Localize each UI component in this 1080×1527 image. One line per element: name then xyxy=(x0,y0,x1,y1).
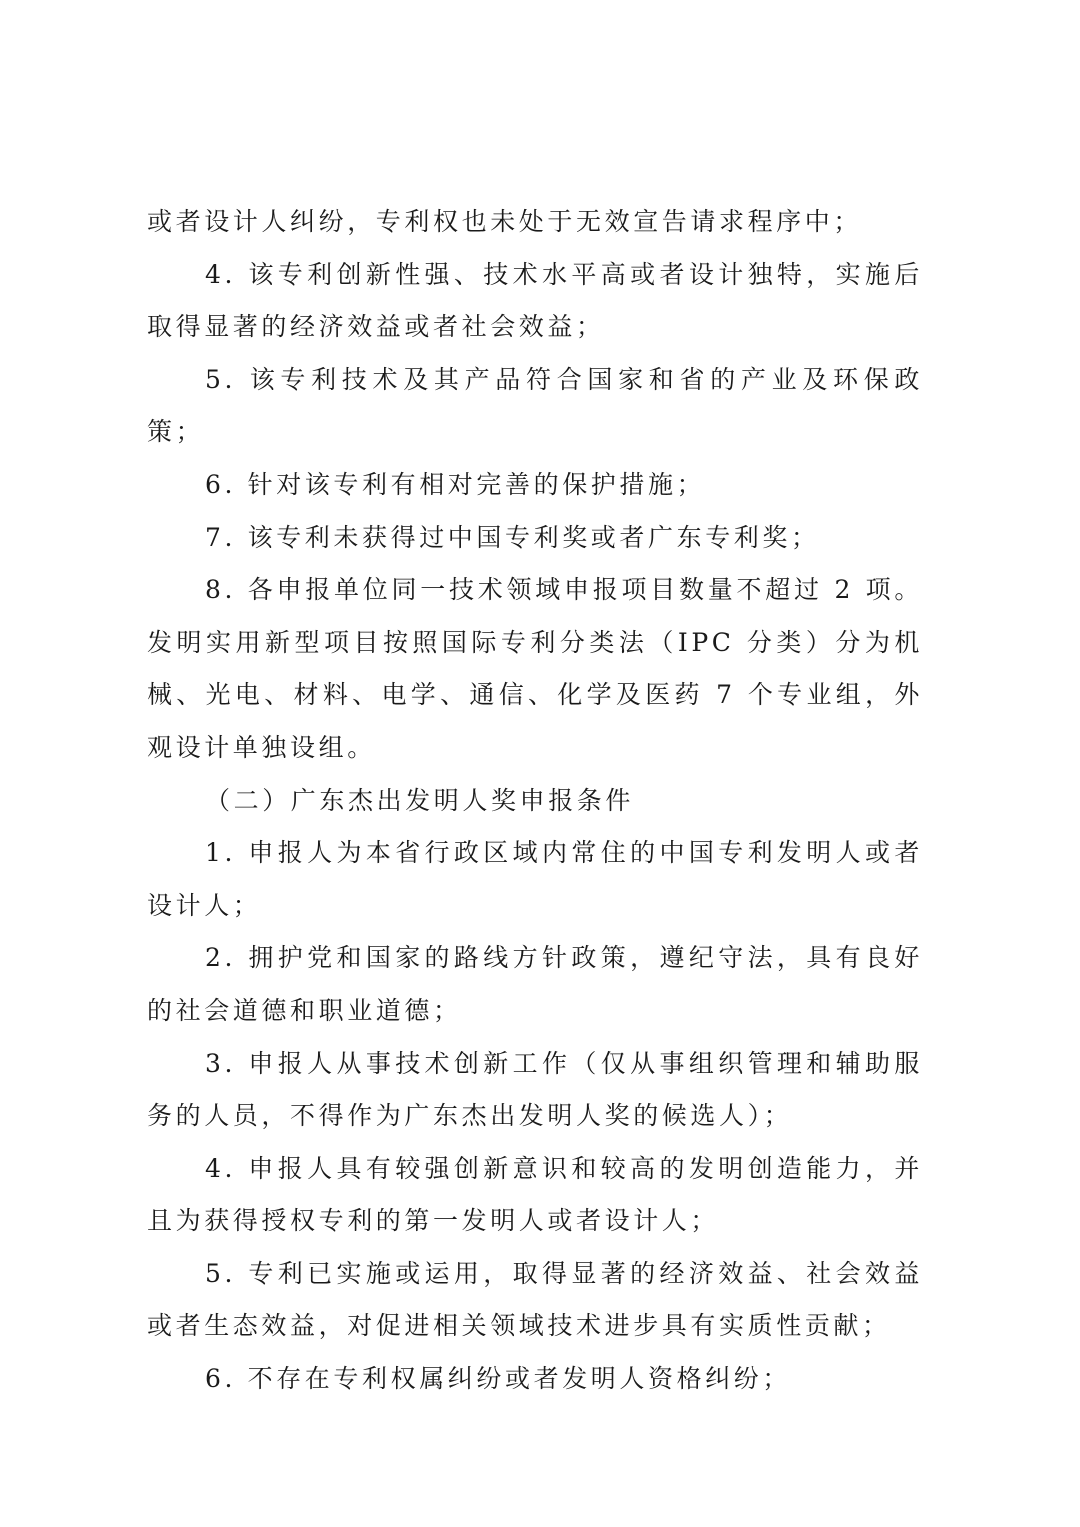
paragraph-continuation: 或者设计人纠纷，专利权也未处于无效宣告请求程序中； xyxy=(147,207,863,236)
paragraph-item-5: 5. 该专利技术及其产品符合国家和省的产业及环保政策； xyxy=(147,364,923,447)
section-heading: （二）广东杰出发明人奖申报条件 xyxy=(205,785,635,815)
paragraph-condition-5: 5. 专利已实施或运用，取得显著的经济效益、社会效益或者生态效益，对促进相关领域技术进步具有实质性贡献； xyxy=(147,1258,923,1341)
document-page xyxy=(147,196,923,1406)
paragraph-condition-1: 1. 申报人为本省行政区域内常住的中国专利发明人或者设计人； xyxy=(147,838,923,920)
paragraph-item-4: 4. 该专利创新性强、技术水平高或者设计独特，实施后取得显著的经济效益或者社会效益； xyxy=(147,259,923,342)
paragraph-condition-2: 2. 拥护党和国家的路线方针政策，遵纪守法，具有良好的社会道德和职业道德； xyxy=(147,943,923,1025)
paragraph-condition-3: 3. 申报人从事技术创新工作（仅从事组织管理和辅助服务的人员，不得作为广东杰出发明人奖的候选人）； xyxy=(147,1048,923,1131)
paragraph-condition-4: 4. 申报人具有较强创新意识和较高的发明创造能力，并且为获得授权专利的第一发明人或者设计人； xyxy=(147,1153,923,1236)
paragraph-item-6: 6. 针对该专利有相对完善的保护措施； xyxy=(205,469,706,499)
paragraph-condition-6: 6. 不存在专利权属纠纷或者发明人资格纠纷； xyxy=(205,1364,792,1394)
paragraph-item-7: 7. 该专利未获得过中国专利奖或者广东专利奖； xyxy=(205,522,820,552)
paragraph-item-8: 8. 各申报单位同一技术领域申报项目数量不超过 2 项。发明实用新型项目按照国际专利分类法（IPC 分类）分为机械、光电、材料、电学、通信、化学及医药 7 个专业组，外观设计单独设组。 xyxy=(147,575,923,762)
